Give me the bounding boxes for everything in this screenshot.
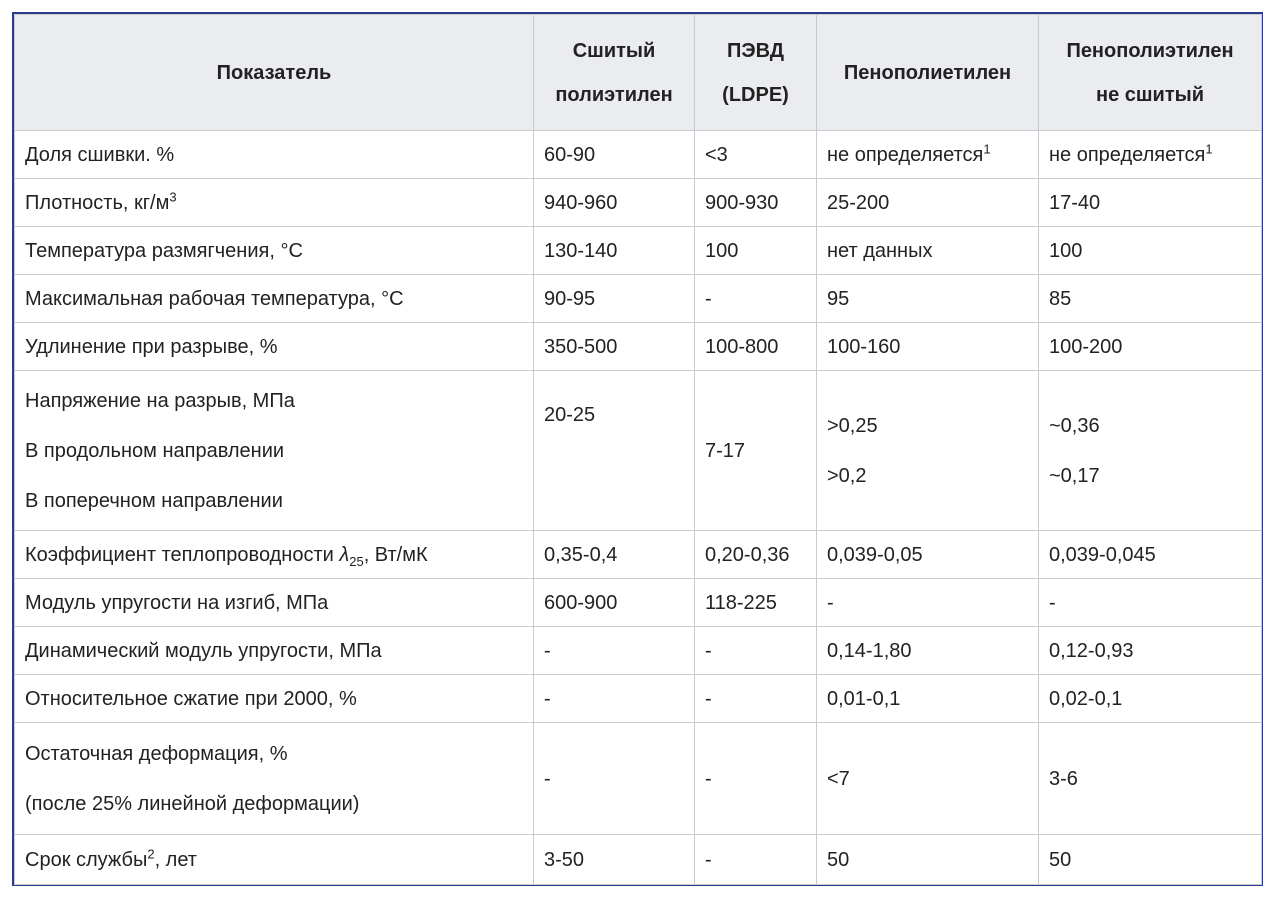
table-row (15, 835, 1262, 885)
cell-value: - (695, 627, 817, 675)
table-row (15, 531, 1262, 579)
row-label: Температура размягчения, °С (15, 227, 534, 275)
cell-value: нет данных (817, 227, 1039, 275)
table-row (15, 627, 1262, 675)
row-label: Доля сшивки. % (15, 131, 534, 179)
cell-value: 95 (817, 275, 1039, 323)
cell-value: 600-900 (534, 579, 695, 627)
row-label: Остаточная деформация, % (после 25% линейной деформации) (15, 723, 534, 835)
cell-value: 118-225 (695, 579, 817, 627)
table-row (15, 131, 1262, 179)
row-label: Динамический модуль упругости, МПа (15, 627, 534, 675)
cell-value: - (534, 675, 695, 723)
cell-value: 25-200 (817, 179, 1039, 227)
table-row (15, 179, 1262, 227)
cell-value: 0,20-0,36 (695, 531, 817, 579)
cell-value: 50 (817, 835, 1039, 885)
table-row (15, 323, 1262, 371)
properties-table (14, 14, 1262, 885)
cell-value: - (534, 627, 695, 675)
cell-value: 3-50 (534, 835, 695, 885)
header-foam-pe-noncrosslinked: Пенополиэтилен не сшитый (1039, 15, 1262, 131)
cell-value: не определяется$^1$ (817, 131, 1039, 179)
cell-value: 90-95 (534, 275, 695, 323)
cell-value: 0,01-0,1 (817, 675, 1039, 723)
row-label: Удлинение при разрыве, % (15, 323, 534, 371)
cell-value: 940-960 (534, 179, 695, 227)
cell-value: 0,14-1,80 (817, 627, 1039, 675)
row-label: Модуль упругости на изгиб, МПа (15, 579, 534, 627)
cell-value: 0,35-0,4 (534, 531, 695, 579)
cell-value: 350-500 (534, 323, 695, 371)
table-row (15, 275, 1262, 323)
row-label: Срок службы$^2$, лет (15, 835, 534, 885)
header-foam-pe: Пенополиетилен (817, 15, 1039, 131)
table-row (15, 371, 1262, 531)
cell-value: 100-160 (817, 323, 1039, 371)
table-row (15, 579, 1262, 627)
cell-value: - (1039, 579, 1262, 627)
header-ldpe: ПЭВД (LDPE) (695, 15, 817, 131)
row-label: Плотность, $кг/м^3$ (15, 179, 534, 227)
table-row (15, 723, 1262, 835)
cell-value: ~0,36 ~0,17 (1039, 371, 1262, 531)
row-label: Коэффициент теплопроводности $\lambda_{25}$, Вт/мК (15, 531, 534, 579)
cell-value: 85 (1039, 275, 1262, 323)
cell-value: <3 (695, 131, 817, 179)
cell-value: - (695, 275, 817, 323)
cell-value: - (534, 723, 695, 835)
cell-value: 3-6 (1039, 723, 1262, 835)
row-label: Относительное сжатие при 2000, % (15, 675, 534, 723)
cell-value: не определяется$^1$ (1039, 131, 1262, 179)
row-label: Максимальная рабочая температура, °С (15, 275, 534, 323)
cell-value: <7 (817, 723, 1039, 835)
cell-value: 900-930 (695, 179, 817, 227)
footnote-ref: 1 (983, 140, 991, 156)
properties-table-frame (12, 12, 1263, 886)
row-label: Напряжение на разрыв, МПа В продольном направлении В поперечном направлении (15, 371, 534, 531)
cell-value: 100-200 (1039, 323, 1262, 371)
cell-value: 50 (1039, 835, 1262, 885)
cell-value: 20-25 (534, 371, 695, 531)
header-indicator: Показатель (15, 15, 534, 131)
header-crosslinked-pe: Сшитый полиэтилен (534, 15, 695, 131)
cell-value: 0,12-0,93 (1039, 627, 1262, 675)
cell-value: 17-40 (1039, 179, 1262, 227)
cell-value: 100 (695, 227, 817, 275)
cell-value: 0,02-0,1 (1039, 675, 1262, 723)
cell-value: 130-140 (534, 227, 695, 275)
cell-value: - (695, 835, 817, 885)
cell-value: 100 (1039, 227, 1262, 275)
cell-value: 0,039-0,045 (1039, 531, 1262, 579)
cell-value: 7-17 (695, 371, 817, 531)
cell-value: - (695, 723, 817, 835)
cell-value: - (817, 579, 1039, 627)
cell-value: 100-800 (695, 323, 817, 371)
table-row (15, 675, 1262, 723)
cell-value: - (695, 675, 817, 723)
cell-value: >0,25 >0,2 (817, 371, 1039, 531)
cell-value: 60-90 (534, 131, 695, 179)
table-row (15, 227, 1262, 275)
cell-value: 0,039-0,05 (817, 531, 1039, 579)
footnote-ref: 1 (1205, 140, 1213, 156)
header-row (15, 15, 1262, 131)
